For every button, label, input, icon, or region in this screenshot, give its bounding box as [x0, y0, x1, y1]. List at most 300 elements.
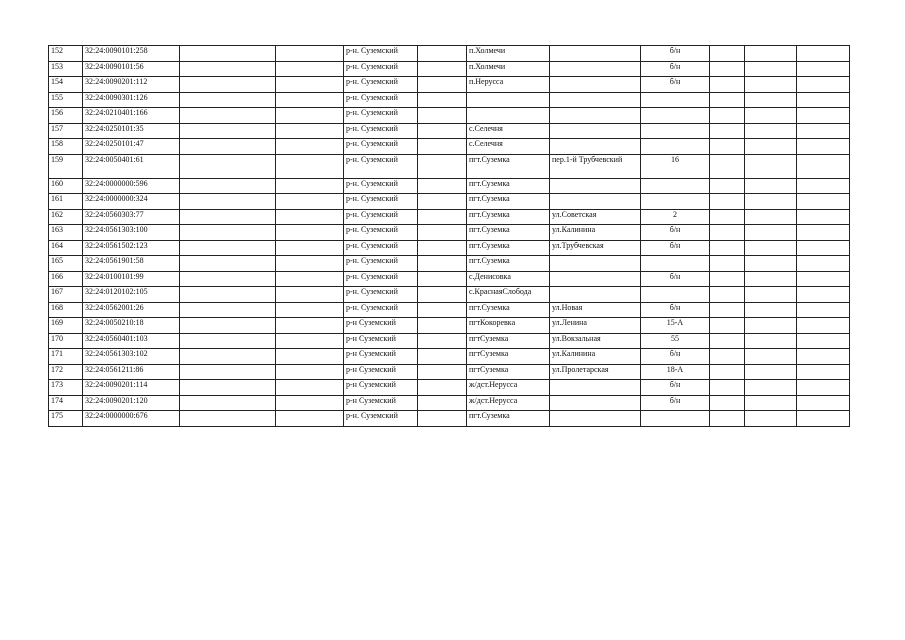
- district-cell: р-н. Суземский: [344, 139, 418, 155]
- empty-cell: [797, 395, 850, 411]
- house-number-cell: [641, 411, 710, 427]
- cadastral-number-cell: 32:24:0210401:166: [83, 108, 180, 124]
- cadastral-number-cell: 32:24:0090101:258: [83, 46, 180, 62]
- house-number-cell: б/н: [641, 225, 710, 241]
- empty-cell: [797, 364, 850, 380]
- empty-cell: [180, 46, 276, 62]
- empty-cell: [276, 349, 344, 365]
- district-cell: р-н. Суземский: [344, 225, 418, 241]
- street-cell: ул.Трубчевская: [550, 240, 641, 256]
- row-number-cell: 164: [49, 240, 83, 256]
- locality-cell: пгт.Суземка: [467, 209, 550, 225]
- district-cell: р-н. Суземский: [344, 194, 418, 210]
- empty-cell: [797, 209, 850, 225]
- row-number-cell: 156: [49, 108, 83, 124]
- empty-cell: [418, 46, 467, 62]
- locality-cell: п.Холмечи: [467, 61, 550, 77]
- locality-cell: пгт.Суземка: [467, 194, 550, 210]
- house-number-cell: [641, 108, 710, 124]
- empty-cell: [276, 364, 344, 380]
- empty-cell: [276, 318, 344, 334]
- house-number-cell: [641, 178, 710, 194]
- cadastral-number-cell: 32:24:0000000:596: [83, 178, 180, 194]
- cadastral-number-cell: 32:24:0561502:123: [83, 240, 180, 256]
- street-cell: ул.Ленина: [550, 318, 641, 334]
- empty-cell: [710, 123, 745, 139]
- street-cell: [550, 256, 641, 272]
- street-cell: [550, 194, 641, 210]
- table-row: [49, 225, 850, 241]
- row-number-cell: 159: [49, 154, 83, 178]
- empty-cell: [710, 46, 745, 62]
- table-row: [49, 287, 850, 303]
- property-register-table: [48, 45, 850, 427]
- empty-cell: [180, 302, 276, 318]
- empty-cell: [180, 61, 276, 77]
- street-cell: [550, 92, 641, 108]
- empty-cell: [180, 108, 276, 124]
- table-row: [49, 318, 850, 334]
- empty-cell: [745, 318, 797, 334]
- empty-cell: [710, 380, 745, 396]
- empty-cell: [276, 333, 344, 349]
- empty-cell: [276, 61, 344, 77]
- empty-cell: [797, 46, 850, 62]
- table-row: [49, 123, 850, 139]
- row-number-cell: 154: [49, 77, 83, 93]
- empty-cell: [797, 225, 850, 241]
- house-number-cell: 18-А: [641, 364, 710, 380]
- table-row: [49, 256, 850, 272]
- cadastral-number-cell: 32:24:0090201:114: [83, 380, 180, 396]
- street-cell: [550, 380, 641, 396]
- table-row: [49, 139, 850, 155]
- empty-cell: [418, 349, 467, 365]
- street-cell: [550, 139, 641, 155]
- empty-cell: [745, 92, 797, 108]
- empty-cell: [276, 154, 344, 178]
- locality-cell: пгт.Суземка: [467, 154, 550, 178]
- empty-cell: [710, 209, 745, 225]
- cadastral-number-cell: 32:24:0090301:126: [83, 92, 180, 108]
- empty-cell: [745, 139, 797, 155]
- empty-cell: [276, 225, 344, 241]
- street-cell: [550, 271, 641, 287]
- empty-cell: [180, 333, 276, 349]
- empty-cell: [276, 178, 344, 194]
- cadastral-number-cell: 32:24:0000000:324: [83, 194, 180, 210]
- empty-cell: [710, 240, 745, 256]
- district-cell: р-н. Суземский: [344, 77, 418, 93]
- empty-cell: [745, 287, 797, 303]
- empty-cell: [745, 61, 797, 77]
- row-number-cell: 170: [49, 333, 83, 349]
- district-cell: р-н. Суземский: [344, 209, 418, 225]
- table-row: [49, 77, 850, 93]
- empty-cell: [745, 380, 797, 396]
- district-cell: р-н. Суземский: [344, 240, 418, 256]
- house-number-cell: [641, 287, 710, 303]
- empty-cell: [180, 271, 276, 287]
- empty-cell: [745, 256, 797, 272]
- street-cell: [550, 287, 641, 303]
- empty-cell: [745, 123, 797, 139]
- empty-cell: [276, 302, 344, 318]
- cadastral-number-cell: 32:24:0090101:56: [83, 61, 180, 77]
- house-number-cell: 2: [641, 209, 710, 225]
- row-number-cell: 162: [49, 209, 83, 225]
- row-number-cell: 157: [49, 123, 83, 139]
- locality-cell: пгт.Суземка: [467, 256, 550, 272]
- house-number-cell: [641, 92, 710, 108]
- street-cell: ул.Советская: [550, 209, 641, 225]
- empty-cell: [710, 61, 745, 77]
- locality-cell: с.Денисовка: [467, 271, 550, 287]
- house-number-cell: б/н: [641, 271, 710, 287]
- empty-cell: [418, 395, 467, 411]
- house-number-cell: б/н: [641, 349, 710, 365]
- empty-cell: [418, 92, 467, 108]
- locality-cell: пгтСуземка: [467, 364, 550, 380]
- empty-cell: [797, 411, 850, 427]
- empty-cell: [418, 123, 467, 139]
- empty-cell: [745, 271, 797, 287]
- empty-cell: [797, 154, 850, 178]
- cadastral-number-cell: 32:24:0561303:102: [83, 349, 180, 365]
- locality-cell: пгт.Суземка: [467, 240, 550, 256]
- locality-cell: пгтСуземка: [467, 333, 550, 349]
- district-cell: р-н. Суземский: [344, 411, 418, 427]
- empty-cell: [710, 194, 745, 210]
- empty-cell: [418, 225, 467, 241]
- empty-cell: [276, 209, 344, 225]
- street-cell: [550, 411, 641, 427]
- table-row: [49, 178, 850, 194]
- row-number-cell: 158: [49, 139, 83, 155]
- empty-cell: [797, 380, 850, 396]
- district-cell: р-н. Суземский: [344, 271, 418, 287]
- locality-cell: [467, 92, 550, 108]
- locality-cell: пгт.Суземка: [467, 302, 550, 318]
- street-cell: [550, 77, 641, 93]
- empty-cell: [418, 154, 467, 178]
- empty-cell: [276, 271, 344, 287]
- empty-cell: [276, 139, 344, 155]
- register-body: [49, 46, 850, 427]
- district-cell: р-н Суземский: [344, 395, 418, 411]
- table-row: [49, 333, 850, 349]
- locality-cell: ж/дст.Нерусса: [467, 395, 550, 411]
- house-number-cell: б/н: [641, 61, 710, 77]
- empty-cell: [745, 240, 797, 256]
- cadastral-number-cell: 32:24:0561303:100: [83, 225, 180, 241]
- empty-cell: [710, 318, 745, 334]
- cadastral-number-cell: 32:24:0250101:35: [83, 123, 180, 139]
- table-row: [49, 108, 850, 124]
- empty-cell: [745, 411, 797, 427]
- house-number-cell: б/н: [641, 302, 710, 318]
- table-row: [49, 364, 850, 380]
- empty-cell: [180, 287, 276, 303]
- district-cell: р-н. Суземский: [344, 92, 418, 108]
- empty-cell: [710, 178, 745, 194]
- locality-cell: пгт.Суземка: [467, 178, 550, 194]
- table-row: [49, 380, 850, 396]
- table-row: [49, 46, 850, 62]
- locality-cell: с.Селечня: [467, 123, 550, 139]
- empty-cell: [710, 92, 745, 108]
- house-number-cell: б/н: [641, 395, 710, 411]
- empty-cell: [418, 139, 467, 155]
- empty-cell: [745, 225, 797, 241]
- house-number-cell: б/н: [641, 240, 710, 256]
- table-row: [49, 271, 850, 287]
- empty-cell: [797, 271, 850, 287]
- empty-cell: [710, 411, 745, 427]
- row-number-cell: 168: [49, 302, 83, 318]
- street-cell: [550, 61, 641, 77]
- empty-cell: [418, 302, 467, 318]
- empty-cell: [745, 108, 797, 124]
- row-number-cell: 166: [49, 271, 83, 287]
- cadastral-number-cell: 32:24:0561211:86: [83, 364, 180, 380]
- empty-cell: [797, 194, 850, 210]
- district-cell: р-н. Суземский: [344, 256, 418, 272]
- empty-cell: [797, 333, 850, 349]
- empty-cell: [276, 256, 344, 272]
- empty-cell: [276, 108, 344, 124]
- empty-cell: [745, 46, 797, 62]
- district-cell: р-н Суземский: [344, 333, 418, 349]
- street-cell: [550, 108, 641, 124]
- district-cell: р-н. Суземский: [344, 302, 418, 318]
- empty-cell: [180, 225, 276, 241]
- cadastral-number-cell: 32:24:0561901:58: [83, 256, 180, 272]
- empty-cell: [797, 349, 850, 365]
- empty-cell: [745, 349, 797, 365]
- cadastral-number-cell: 32:24:0562001:26: [83, 302, 180, 318]
- empty-cell: [418, 287, 467, 303]
- table-row: [49, 209, 850, 225]
- house-number-cell: б/н: [641, 46, 710, 62]
- empty-cell: [710, 333, 745, 349]
- empty-cell: [180, 380, 276, 396]
- district-cell: р-н. Суземский: [344, 108, 418, 124]
- district-cell: р-н Суземский: [344, 349, 418, 365]
- empty-cell: [180, 240, 276, 256]
- house-number-cell: 55: [641, 333, 710, 349]
- empty-cell: [745, 302, 797, 318]
- locality-cell: пгтКокоревка: [467, 318, 550, 334]
- empty-cell: [276, 77, 344, 93]
- empty-cell: [745, 364, 797, 380]
- empty-cell: [745, 209, 797, 225]
- row-number-cell: 167: [49, 287, 83, 303]
- empty-cell: [418, 380, 467, 396]
- street-cell: [550, 46, 641, 62]
- empty-cell: [418, 108, 467, 124]
- empty-cell: [745, 395, 797, 411]
- empty-cell: [797, 318, 850, 334]
- table-row: [49, 61, 850, 77]
- table-row: [49, 92, 850, 108]
- empty-cell: [180, 256, 276, 272]
- empty-cell: [710, 395, 745, 411]
- empty-cell: [418, 271, 467, 287]
- row-number-cell: 160: [49, 178, 83, 194]
- cadastral-number-cell: 32:24:0000000:676: [83, 411, 180, 427]
- house-number-cell: [641, 139, 710, 155]
- row-number-cell: 171: [49, 349, 83, 365]
- empty-cell: [797, 287, 850, 303]
- row-number-cell: 163: [49, 225, 83, 241]
- empty-cell: [418, 178, 467, 194]
- empty-cell: [276, 123, 344, 139]
- street-cell: ул.Вокзальная: [550, 333, 641, 349]
- locality-cell: п.Нерусса: [467, 77, 550, 93]
- empty-cell: [710, 256, 745, 272]
- house-number-cell: 15-А: [641, 318, 710, 334]
- table-row: [49, 194, 850, 210]
- empty-cell: [797, 139, 850, 155]
- locality-cell: [467, 108, 550, 124]
- row-number-cell: 152: [49, 46, 83, 62]
- row-number-cell: 175: [49, 411, 83, 427]
- house-number-cell: 16: [641, 154, 710, 178]
- row-number-cell: 172: [49, 364, 83, 380]
- cadastral-number-cell: 32:24:0050210:18: [83, 318, 180, 334]
- empty-cell: [418, 77, 467, 93]
- house-number-cell: [641, 194, 710, 210]
- empty-cell: [710, 225, 745, 241]
- district-cell: р-н. Суземский: [344, 178, 418, 194]
- empty-cell: [276, 380, 344, 396]
- empty-cell: [797, 108, 850, 124]
- district-cell: р-н. Суземский: [344, 123, 418, 139]
- empty-cell: [180, 349, 276, 365]
- empty-cell: [180, 139, 276, 155]
- empty-cell: [418, 256, 467, 272]
- table-row: [49, 240, 850, 256]
- locality-cell: пгт.Суземка: [467, 411, 550, 427]
- locality-cell: пгт.Суземка: [467, 225, 550, 241]
- district-cell: р-н. Суземский: [344, 61, 418, 77]
- district-cell: р-н Суземский: [344, 380, 418, 396]
- district-cell: р-н. Суземский: [344, 287, 418, 303]
- district-cell: р-н. Суземский: [344, 46, 418, 62]
- row-number-cell: 169: [49, 318, 83, 334]
- empty-cell: [276, 240, 344, 256]
- street-cell: ул.Пролетарская: [550, 364, 641, 380]
- district-cell: р-н. Суземский: [344, 154, 418, 178]
- row-number-cell: 173: [49, 380, 83, 396]
- empty-cell: [745, 333, 797, 349]
- empty-cell: [418, 61, 467, 77]
- empty-cell: [710, 77, 745, 93]
- empty-cell: [180, 178, 276, 194]
- empty-cell: [797, 302, 850, 318]
- table-row: [49, 349, 850, 365]
- empty-cell: [797, 240, 850, 256]
- empty-cell: [745, 194, 797, 210]
- empty-cell: [418, 411, 467, 427]
- street-cell: [550, 395, 641, 411]
- cadastral-number-cell: 32:24:0050401:61: [83, 154, 180, 178]
- empty-cell: [180, 154, 276, 178]
- locality-cell: пгтСуземка: [467, 349, 550, 365]
- empty-cell: [180, 395, 276, 411]
- house-number-cell: б/н: [641, 77, 710, 93]
- empty-cell: [797, 92, 850, 108]
- street-cell: [550, 123, 641, 139]
- empty-cell: [797, 77, 850, 93]
- empty-cell: [745, 154, 797, 178]
- empty-cell: [710, 364, 745, 380]
- row-number-cell: 161: [49, 194, 83, 210]
- cadastral-number-cell: 32:24:0250101:47: [83, 139, 180, 155]
- empty-cell: [710, 154, 745, 178]
- empty-cell: [418, 333, 467, 349]
- street-cell: [550, 178, 641, 194]
- empty-cell: [418, 318, 467, 334]
- table-row: [49, 395, 850, 411]
- house-number-cell: б/н: [641, 380, 710, 396]
- table-row: [49, 411, 850, 427]
- house-number-cell: [641, 256, 710, 272]
- empty-cell: [276, 395, 344, 411]
- street-cell: ул.Новая: [550, 302, 641, 318]
- empty-cell: [180, 92, 276, 108]
- row-number-cell: 155: [49, 92, 83, 108]
- empty-cell: [710, 139, 745, 155]
- empty-cell: [180, 77, 276, 93]
- cadastral-number-cell: 32:24:0100101:99: [83, 271, 180, 287]
- empty-cell: [276, 194, 344, 210]
- row-number-cell: 174: [49, 395, 83, 411]
- empty-cell: [180, 123, 276, 139]
- empty-cell: [710, 271, 745, 287]
- row-number-cell: 153: [49, 61, 83, 77]
- empty-cell: [418, 240, 467, 256]
- street-cell: ул.Калинина: [550, 225, 641, 241]
- empty-cell: [710, 302, 745, 318]
- empty-cell: [276, 287, 344, 303]
- empty-cell: [180, 318, 276, 334]
- locality-cell: с.КраснаяСлобода: [467, 287, 550, 303]
- empty-cell: [180, 194, 276, 210]
- empty-cell: [745, 178, 797, 194]
- locality-cell: п.Холмечи: [467, 46, 550, 62]
- cadastral-number-cell: 32:24:0120102:105: [83, 287, 180, 303]
- empty-cell: [418, 194, 467, 210]
- empty-cell: [180, 209, 276, 225]
- empty-cell: [797, 123, 850, 139]
- empty-cell: [276, 411, 344, 427]
- cadastral-number-cell: 32:24:0560303:77: [83, 209, 180, 225]
- empty-cell: [180, 364, 276, 380]
- locality-cell: с.Селечня: [467, 139, 550, 155]
- house-number-cell: [641, 123, 710, 139]
- cadastral-number-cell: 32:24:0090201:120: [83, 395, 180, 411]
- empty-cell: [180, 411, 276, 427]
- district-cell: р-н Суземский: [344, 364, 418, 380]
- empty-cell: [418, 209, 467, 225]
- locality-cell: ж/дст.Нерусса: [467, 380, 550, 396]
- empty-cell: [745, 77, 797, 93]
- street-cell: пер.1-й Трубчевский: [550, 154, 641, 178]
- empty-cell: [276, 92, 344, 108]
- empty-cell: [418, 364, 467, 380]
